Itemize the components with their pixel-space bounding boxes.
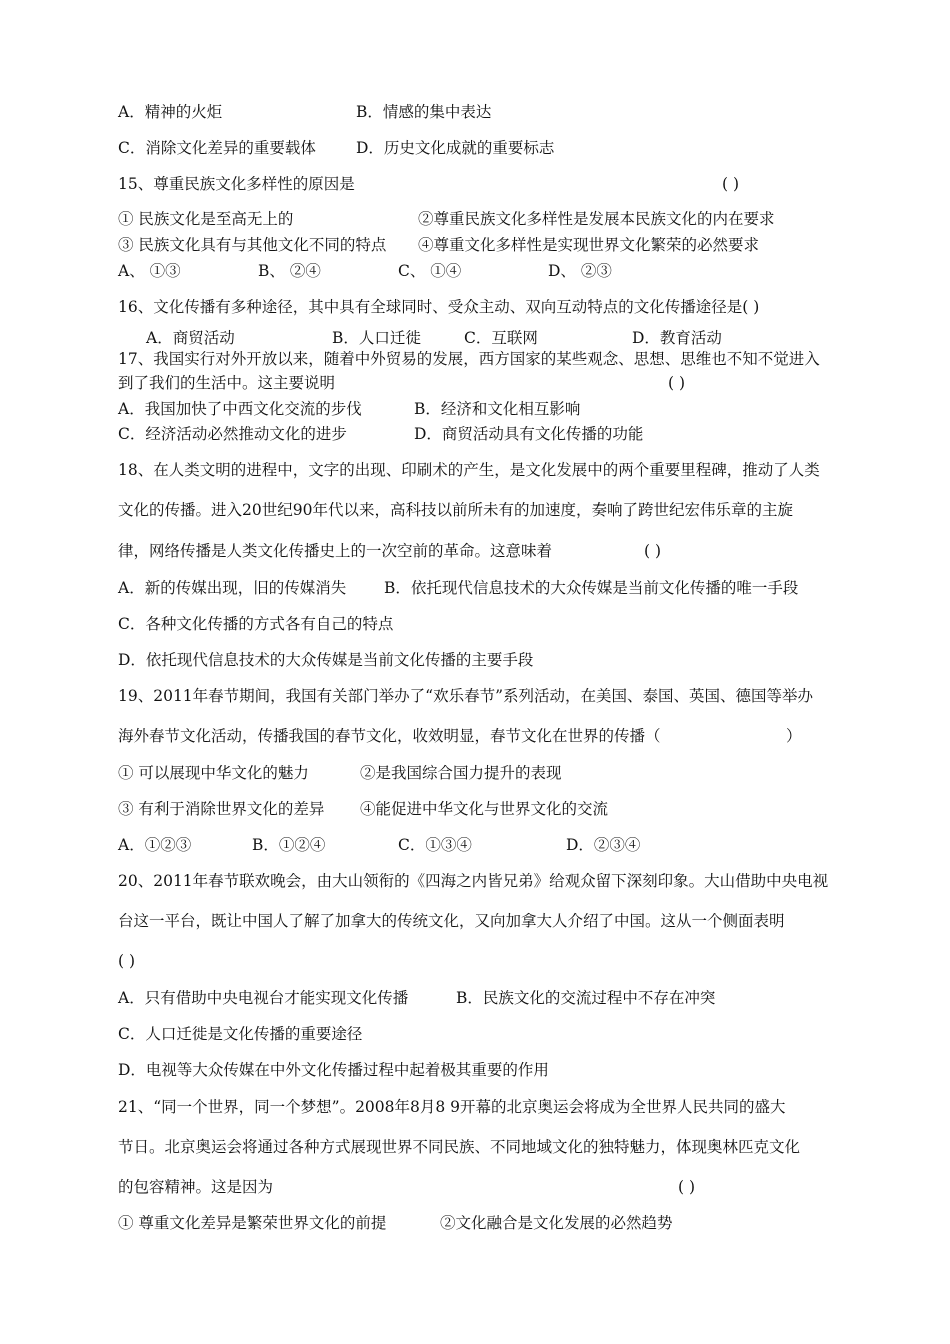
- q17-option-b: B．经济和文化相互影响: [414, 400, 581, 418]
- q18-option-b: B．依托现代信息技术的大众传媒是当前文化传播的唯一手段: [384, 579, 799, 597]
- q15-answer-paren: ( ): [722, 175, 740, 193]
- q14-option-d: D．历史文化成就的重要标志: [356, 139, 555, 157]
- q19-statement-4: ④能促进中华文化与世界文化的交流: [360, 800, 609, 818]
- q19-answer-paren-close: ）: [786, 727, 802, 745]
- q15-option-d: D、 ②③: [548, 262, 612, 280]
- q21-answer-paren: ( ): [678, 1178, 696, 1196]
- q15-stem: 15、尊重民族文化多样性的原因是: [118, 175, 355, 193]
- q16-option-b: B．人口迁徙: [332, 329, 421, 347]
- q20-stem-2: 台这一平台，既让中国人了解了加拿大的传统文化，又向加拿大人介绍了中国。这从一个侧面表明: [118, 912, 785, 930]
- q16-option-d: D．教育活动: [632, 329, 722, 347]
- q18-stem-1: 18、在人类文明的进程中，文字的出现、印刷术的产生，是文化发展中的两个重要里程碑，推动了人类: [118, 461, 820, 479]
- q15-option-a: A、 ①③: [118, 262, 181, 280]
- q15-option-b: B、 ②④: [258, 262, 321, 280]
- q21-stem-3: 的包容精神。这是因为: [118, 1178, 274, 1196]
- q16-stem: 16、文化传播有多种途径，其中具有全球同时、受众主动、双向互动特点的文化传播途径是( ): [118, 298, 760, 316]
- q19-stem-1: 19、2011年春节期间，我国有关部门举办了“欢乐春节”系列活动，在美国、泰国、英国、德国等举办: [118, 687, 814, 705]
- q19-option-a: A．①②③: [118, 836, 192, 854]
- q19-statement-1: ① 可以展现中华文化的魅力: [118, 764, 309, 782]
- q14-option-b: B．情感的集中表达: [356, 103, 492, 121]
- q21-stem-1: 21、“同一个世界，同一个梦想”。2008年8月8 9开幕的北京奥运会将成为全世界人民共同的盛大: [118, 1098, 786, 1116]
- q15-statement-1: ① 民族文化是至高无上的: [118, 210, 294, 228]
- q18-stem-2: 文化的传播。进入20世纪90年代以来，高科技以前所未有的加速度，奏响了跨世纪宏伟乐章的主旋: [118, 501, 793, 519]
- q17-stem-1: 17、我国实行对外开放以来，随着中外贸易的发展，西方国家的某些观念、思想、思维也不知不觉进入: [118, 350, 820, 368]
- q20-option-a: A．只有借助中央电视台才能实现文化传播: [118, 989, 409, 1007]
- q21-statement-2: ②文化融合是文化发展的必然趋势: [440, 1214, 673, 1232]
- q15-statement-3: ③ 民族文化具有与其他文化不同的特点: [118, 236, 387, 254]
- q16-option-a: A．商贸活动: [146, 329, 235, 347]
- q21-stem-2: 节日。北京奥运会将通过各种方式展现世界不同民族、不同地域文化的独特魅力，体现奥林匹克文化: [118, 1138, 801, 1156]
- q19-option-c: C．①③④: [398, 836, 472, 854]
- q17-answer-paren: ( ): [668, 374, 686, 392]
- q17-stem-2: 到了我们的生活中。这主要说明: [118, 374, 336, 392]
- q19-statement-3: ③ 有利于消除世界文化的差异: [118, 800, 325, 818]
- q18-option-a: A．新的传媒出现，旧的传媒消失: [118, 579, 347, 597]
- q20-option-c: C．人口迁徙是文化传播的重要途径: [118, 1025, 363, 1043]
- q17-option-d: D．商贸活动具有文化传播的功能: [414, 425, 644, 443]
- q19-stem-2: 海外春节文化活动，传播我国的春节文化，收效明显，春节文化在世界的传播（: [118, 727, 661, 745]
- q16-option-c: C．互联网: [464, 329, 538, 347]
- q14-option-c: C．消除文化差异的重要载体: [118, 139, 316, 157]
- q20-option-b: B．民族文化的交流过程中不存在冲突: [456, 989, 716, 1007]
- q15-option-c: C、 ①④: [398, 262, 462, 280]
- q20-option-d: D．电视等大众传媒在中外文化传播过程中起着极其重要的作用: [118, 1061, 549, 1079]
- q21-statement-1: ① 尊重文化差异是繁荣世界文化的前提: [118, 1214, 387, 1232]
- q20-answer-paren: ( ): [118, 952, 136, 970]
- q17-option-a: A．我国加快了中西文化交流的步伐: [118, 400, 362, 418]
- q18-answer-paren: ( ): [644, 542, 662, 560]
- q15-statement-4: ④尊重文化多样性是实现世界文化繁荣的必然要求: [418, 236, 760, 254]
- q19-statement-2: ②是我国综合国力提升的表现: [360, 764, 562, 782]
- q18-option-d: D．依托现代信息技术的大众传媒是当前文化传播的主要手段: [118, 651, 534, 669]
- q19-option-b: B．①②④: [252, 836, 326, 854]
- q18-stem-3: 律，网络传播是人类文化传播史上的一次空前的革命。这意味着: [118, 542, 553, 560]
- q17-option-c: C．经济活动必然推动文化的进步: [118, 425, 347, 443]
- q15-statement-2: ②尊重民族文化多样性是发展本民族文化的内在要求: [418, 210, 775, 228]
- q20-stem-1: 20、2011年春节联欢晚会，由大山领衔的《四海之内皆兄弟》给观众留下深刻印象。大山借助中央电视: [118, 872, 829, 890]
- q18-option-c: C．各种文化传播的方式各有自己的特点: [118, 615, 394, 633]
- q19-option-d: D．②③④: [566, 836, 641, 854]
- q14-option-a: A．精神的火炬: [118, 103, 223, 121]
